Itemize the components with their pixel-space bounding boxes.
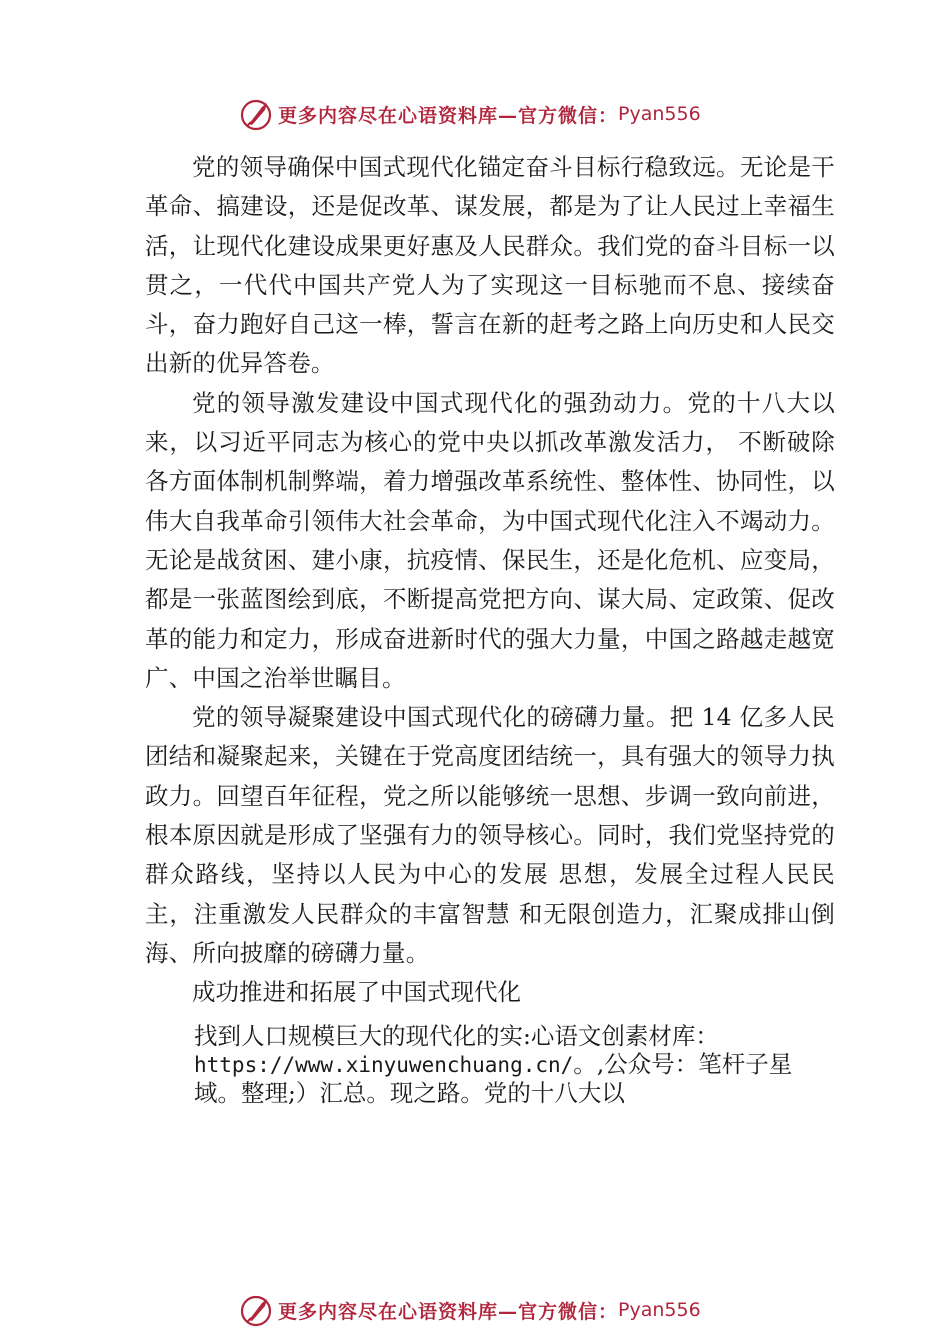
source-note	[145, 1022, 834, 1107]
footer-banner-text: 更多内容尽在心语资料库—官方微信：	[278, 1300, 619, 1323]
quill-pen-logo-icon	[240, 1293, 274, 1327]
note-url: https://www.xinyuwenchuang.cn/	[194, 1053, 574, 1078]
footer-banner	[240, 1290, 760, 1330]
paragraph-1: 党的领导确保中国式现代化锚定奋斗目标行稳致远。无论是干革命、搞建设，还是促改革、谋发展，都是为了让人民过上幸福生活，让现代化建设成果更好惠及人民群众。我们党的奋斗目标一以贯之，一代代中国共产党人为了实现这一目标驰而不息、接续奋斗，奋力跑好自己这一棒，誓言在新的赶考之路上向历史和人民交出新的优异答卷。	[145, 153, 835, 378]
document-body	[145, 148, 835, 1107]
note-suffix: 。,公众号：笔杆子星域。整理;）汇总。现之路。党的十八大以	[194, 1050, 793, 1108]
banner-text: 更多内容尽在心语资料库—官方微信：	[278, 104, 619, 127]
paragraph-3: 党的领导凝聚建设中国式现代化的磅礴力量。把 14 亿多人民团结和凝聚起来，关键在于党高度团结统一，具有强大的领导力执政力。回望百年征程，党之所以能够统一思想、步调一致向前进，根本原因就是形成了坚强有力的领导核心。同时，我们党坚持党的群众路线，坚持以人民为中心的发展 思想，发展全过程人民民主，注重激发人民群众的丰富智慧 和无限创造力，汇聚成排山倒海、所向披靡的磅礴力量。	[145, 703, 835, 967]
header-banner	[240, 94, 760, 134]
quill-pen-logo-icon	[240, 97, 274, 131]
note-prefix: 找到人口规模巨大的现代化的实:心语文创素材库：	[194, 1022, 719, 1051]
paragraph-2: 党的领导激发建设中国式现代化的强劲动力。党的十八大以来，以习近平同志为核心的党中央以抓改革激发活力， 不断破除各方面体制机制弊端，着力增强改革系统性、整体性、协同性，以伟大自我革命引领伟大社会革命，为中国式现代化注入不竭动力。无论是战贫困、建小康，抗疫情、保民生，还是化危机、应变局，都是一张蓝图绘到底，不断提高党把方向、谋大局、定政策、促改革的能力和定力，形成奋进新时代的强大力量，中国之路越走越宽广、中国之治举世瞩目。	[145, 388, 835, 692]
section-heading: 成功推进和拓展了中国式现代化	[192, 978, 521, 1007]
footer-wechat-id: Pyan556	[618, 1299, 701, 1321]
wechat-id: Pyan556	[618, 103, 701, 125]
